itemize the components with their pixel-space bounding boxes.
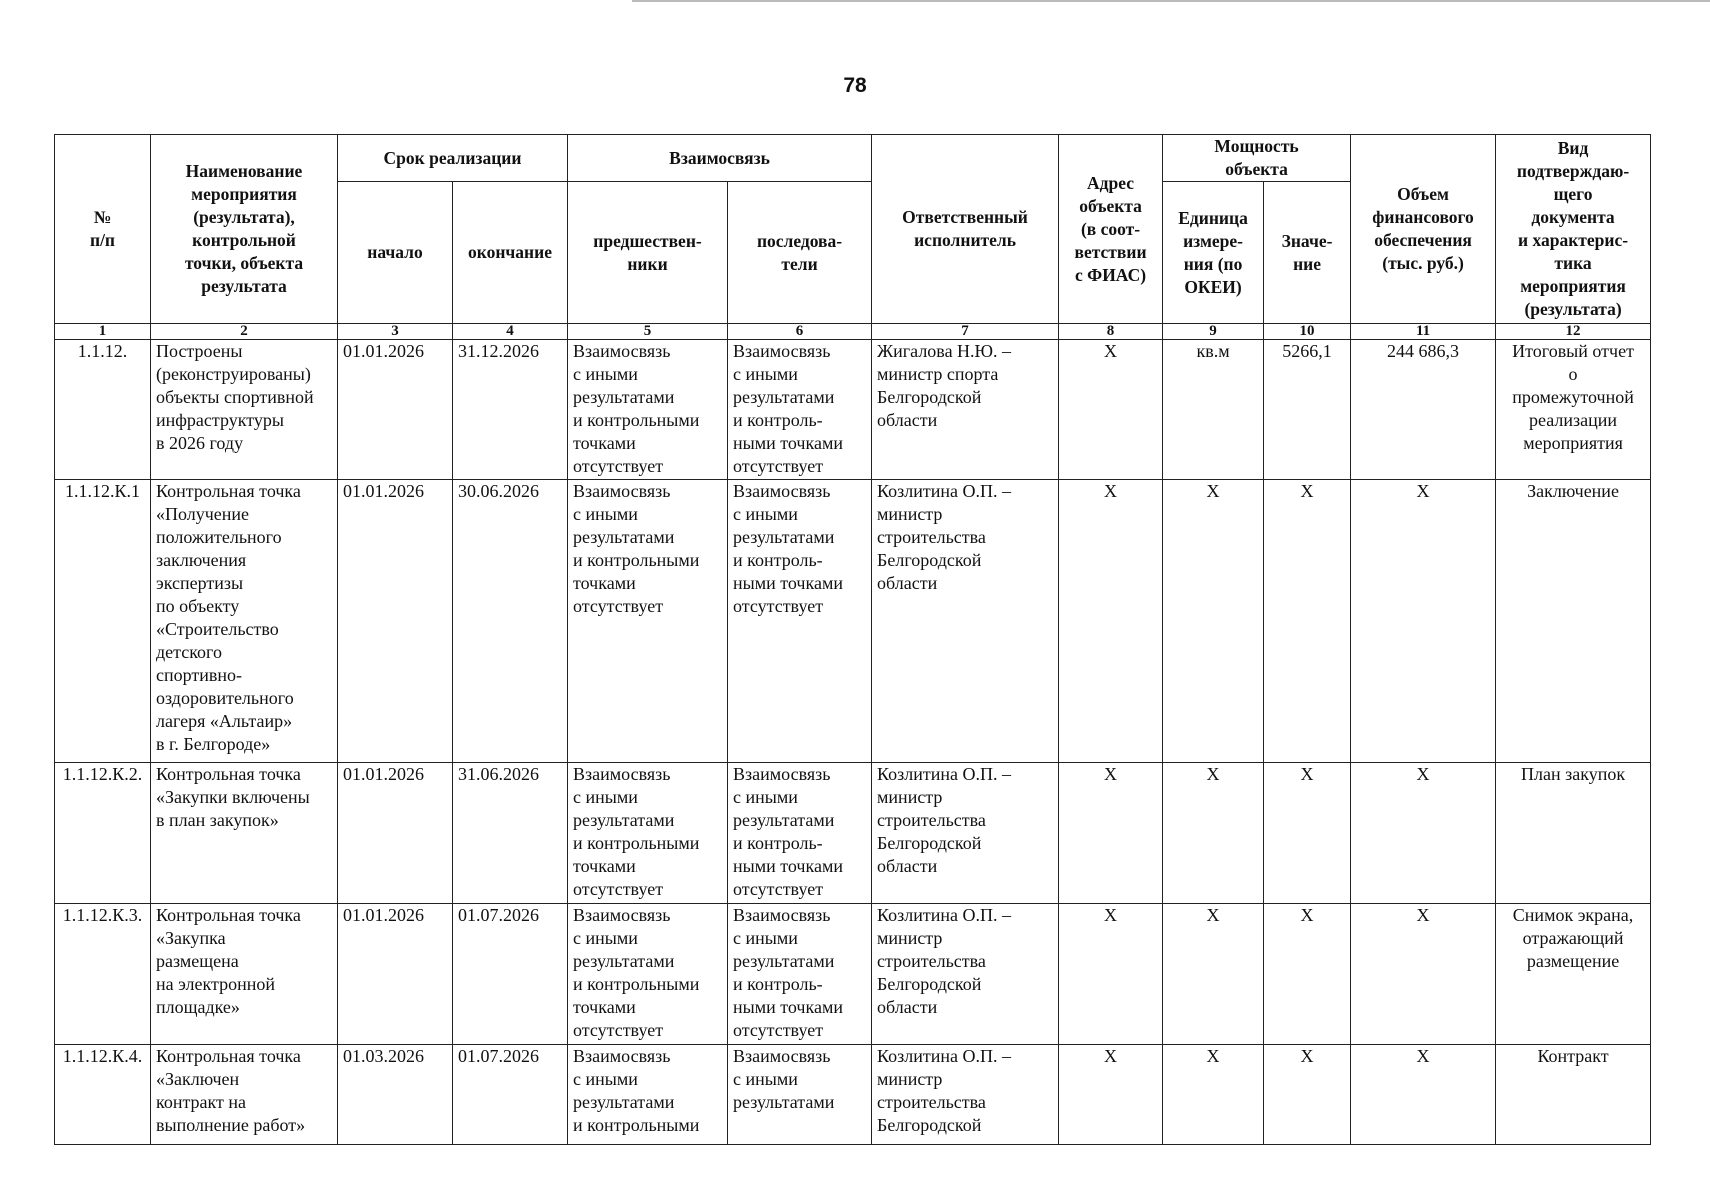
row-responsible: Козлитина О.П. – министр строительства Белгородской области [872,480,1059,763]
header-value: Значе- ние [1264,182,1351,324]
header-period: Срок реализации [338,135,568,182]
table-row [55,1045,1651,1145]
header-capacity: Мощность объекта [1163,135,1351,182]
header-address: Адрес объекта (в соот- ветствии с ФИАС) [1059,135,1163,324]
row-id: 1.1.12.К.1 [55,480,151,763]
row-finance: 244 686,3 [1351,340,1496,480]
row-predecessors: Взаимосвязь с иными результатами и контрольными [568,1045,728,1145]
row-value: Х [1264,1045,1351,1145]
row-unit: Х [1163,1045,1264,1145]
row-end: 31.12.2026 [453,340,568,480]
row-unit: Х [1163,480,1264,763]
row-responsible: Козлитина О.П. – министр строительства Белгородской [872,1045,1059,1145]
header-predecessors: предшествен- ники [568,182,728,324]
row-start: 01.01.2026 [338,763,453,904]
row-document: Снимок экрана, отражающий размещение [1496,904,1651,1045]
row-finance: Х [1351,480,1496,763]
column-number: 2 [151,324,338,340]
header-number: № п/п [55,135,151,324]
row-address: Х [1059,1045,1163,1145]
plan-table [54,134,1651,1145]
row-address: Х [1059,763,1163,904]
row-document: Заключение [1496,480,1651,763]
column-number: 1 [55,324,151,340]
header-unit: Единица измере- ния (по ОКЕИ) [1163,182,1264,324]
row-successors: Взаимосвязь с иными результатами и контроль- ными точками отсутствует [728,340,872,480]
row-name: Контрольная точка «Заключен контракт на выполнение работ» [151,1045,338,1145]
column-number: 10 [1264,324,1351,340]
row-id: 1.1.12.К.4. [55,1045,151,1145]
row-id: 1.1.12. [55,340,151,480]
row-address: Х [1059,904,1163,1045]
table-row [55,340,1651,480]
column-number: 9 [1163,324,1264,340]
column-number: 3 [338,324,453,340]
column-number-row [55,324,1651,340]
row-id: 1.1.12.К.3. [55,904,151,1045]
row-responsible: Козлитина О.П. – министр строительства Белгородской области [872,904,1059,1045]
row-responsible: Козлитина О.П. – министр строительства Белгородской области [872,763,1059,904]
row-successors: Взаимосвязь с иными результатами и контроль- ными точками отсутствует [728,904,872,1045]
row-id: 1.1.12.К.2. [55,763,151,904]
column-number: 8 [1059,324,1163,340]
row-value: Х [1264,480,1351,763]
header-document: Вид подтверждаю- щего документа и характерис- тика мероприятия (результата) [1496,135,1651,324]
row-name: Контрольная точка «Получение положительного заключения экспертизы по объекту «Строительство детского спортивно- оздоровительного лагеря «Альтаир» в г. Белгороде» [151,480,338,763]
row-finance: Х [1351,904,1496,1045]
column-number: 7 [872,324,1059,340]
row-value: Х [1264,904,1351,1045]
row-value: 5266,1 [1264,340,1351,480]
table-row [55,904,1651,1045]
top-border-line [632,0,1710,2]
header-relation: Взаимосвязь [568,135,872,182]
row-document: Контракт [1496,1045,1651,1145]
row-successors: Взаимосвязь с иными результатами [728,1045,872,1145]
row-name: Контрольная точка «Закупки включены в план закупок» [151,763,338,904]
table-header [55,135,1651,340]
column-number: 6 [728,324,872,340]
row-end: 31.06.2026 [453,763,568,904]
column-number: 5 [568,324,728,340]
column-number: 12 [1496,324,1651,340]
row-name: Контрольная точка «Закупка размещена на электронной площадке» [151,904,338,1045]
row-successors: Взаимосвязь с иными результатами и контроль- ными точками отсутствует [728,763,872,904]
column-number: 4 [453,324,568,340]
row-address: Х [1059,340,1163,480]
row-predecessors: Взаимосвязь с иными результатами и контрольными точками отсутствует [568,763,728,904]
row-start: 01.01.2026 [338,340,453,480]
row-finance: Х [1351,763,1496,904]
row-end: 01.07.2026 [453,1045,568,1145]
header-name: Наименование мероприятия (результата), контрольной точки, объекта результата [151,135,338,324]
row-end: 01.07.2026 [453,904,568,1045]
row-end: 30.06.2026 [453,480,568,763]
header-finance: Объем финансового обеспечения (тыс. руб.) [1351,135,1496,324]
row-finance: Х [1351,1045,1496,1145]
row-document: Итоговый отчет о промежуточной реализации мероприятия [1496,340,1651,480]
header-end: окончание [453,182,568,324]
column-number: 11 [1351,324,1496,340]
header-responsible: Ответственный исполнитель [872,135,1059,324]
row-unit: Х [1163,763,1264,904]
table-body [55,340,1651,1145]
row-successors: Взаимосвязь с иными результатами и контроль- ными точками отсутствует [728,480,872,763]
row-predecessors: Взаимосвязь с иными результатами и контрольными точками отсутствует [568,904,728,1045]
table-row [55,480,1651,763]
row-name: Построены (реконструированы) объекты спортивной инфраструктуры в 2026 году [151,340,338,480]
row-predecessors: Взаимосвязь с иными результатами и контрольными точками отсутствует [568,480,728,763]
row-start: 01.01.2026 [338,480,453,763]
row-start: 01.03.2026 [338,1045,453,1145]
row-value: Х [1264,763,1351,904]
header-successors: последова- тели [728,182,872,324]
table-row [55,763,1651,904]
row-unit: Х [1163,904,1264,1045]
row-start: 01.01.2026 [338,904,453,1045]
header-start: начало [338,182,453,324]
page-number: 78 [843,74,867,97]
row-unit: кв.м [1163,340,1264,480]
row-address: Х [1059,480,1163,763]
row-document: План закупок [1496,763,1651,904]
row-responsible: Жигалова Н.Ю. – министр спорта Белгородской области [872,340,1059,480]
row-predecessors: Взаимосвязь с иными результатами и контрольными точками отсутствует [568,340,728,480]
